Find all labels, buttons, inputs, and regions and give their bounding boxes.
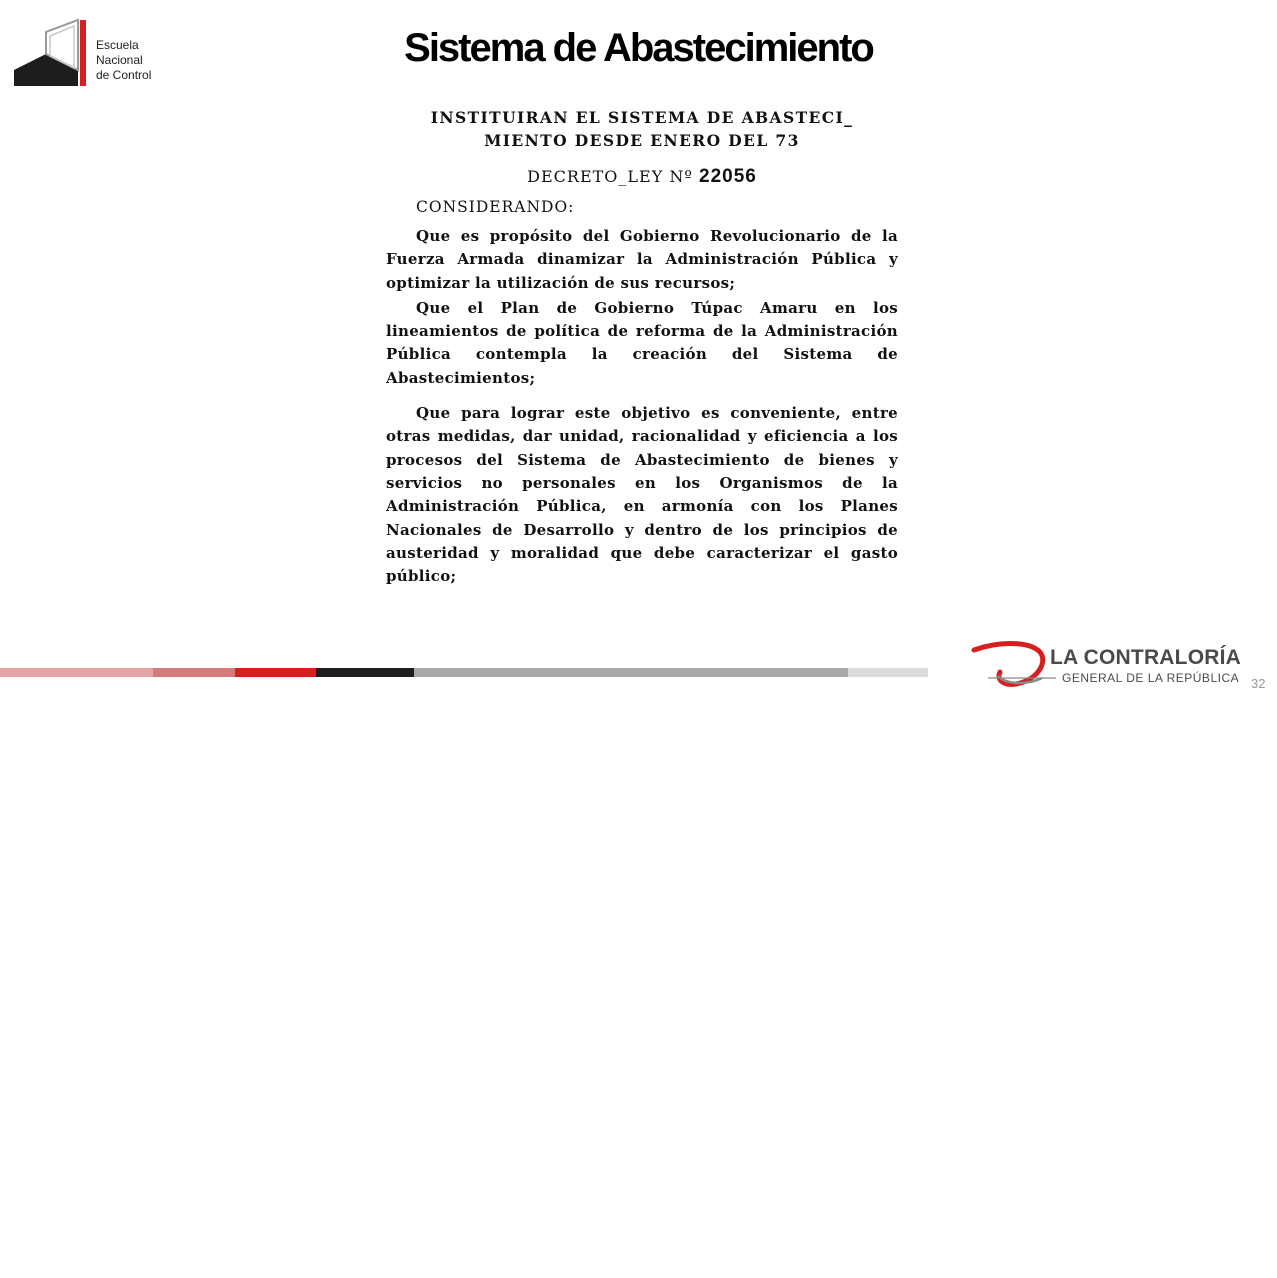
page-number: 32 (1251, 676, 1266, 691)
decree-paragraph: Que para lograr este objetivo es conveniente, entre otras medidas, dar unidad, racionalidad y eficiencia a los procesos del Sistema de Abastecimiento de bienes y servicios no personales en los Organismos de la Administración Pública, en armonía con los Planes Nacionales de Desarrollo y dentro de los principios de austeridad y moralidad que debe caracterizar el gasto público; (386, 404, 898, 586)
decree-paragraph: Que es propósito del Gobierno Revolucionario de la Fuerza Armada dinamizar la Administración Pública y optimizar la utilización de sus recursos; (386, 227, 898, 292)
color-bar-segment (414, 668, 848, 677)
decree-number-label: DECRETO_LEY Nº (527, 167, 693, 186)
contraloria-name: LA CONTRALORÍA (1050, 646, 1242, 669)
escuela-logo-line: Nacional (96, 53, 143, 67)
decree-number (386, 166, 898, 188)
decree-headline-line: MIENTO DESDE ENERO DEL 73 (484, 131, 800, 150)
footer-color-bar (0, 668, 928, 677)
decree-headline-line: INSTITUIRAN EL SISTEMA DE ABASTECI_ (430, 108, 854, 127)
escuela-logo-line: Escuela (96, 38, 139, 52)
color-bar-segment (316, 668, 414, 677)
color-bar-segment (848, 668, 928, 677)
contraloria-swoosh-icon (968, 640, 1058, 690)
escuela-logo-line: de Control (96, 68, 152, 82)
contraloria-subtitle: GENERAL DE LA REPÚBLICA (1062, 671, 1240, 685)
decree-paragraph: Que el Plan de Gobierno Túpac Amaru en los lineamientos de política de reforma de la Administración Pública contempla la creación del Sistema de Abastecimientos; (386, 298, 898, 387)
considerando-heading: CONSIDERANDO: (416, 198, 575, 216)
color-bar-segment (153, 668, 235, 677)
color-bar-segment (235, 668, 316, 677)
slide-title: Sistema de Abastecimiento (404, 26, 873, 70)
decree-number-value: 22056 (699, 166, 757, 187)
contraloria-logo (968, 640, 1258, 690)
color-bar-segment (0, 668, 153, 677)
decree-scan (386, 106, 898, 588)
